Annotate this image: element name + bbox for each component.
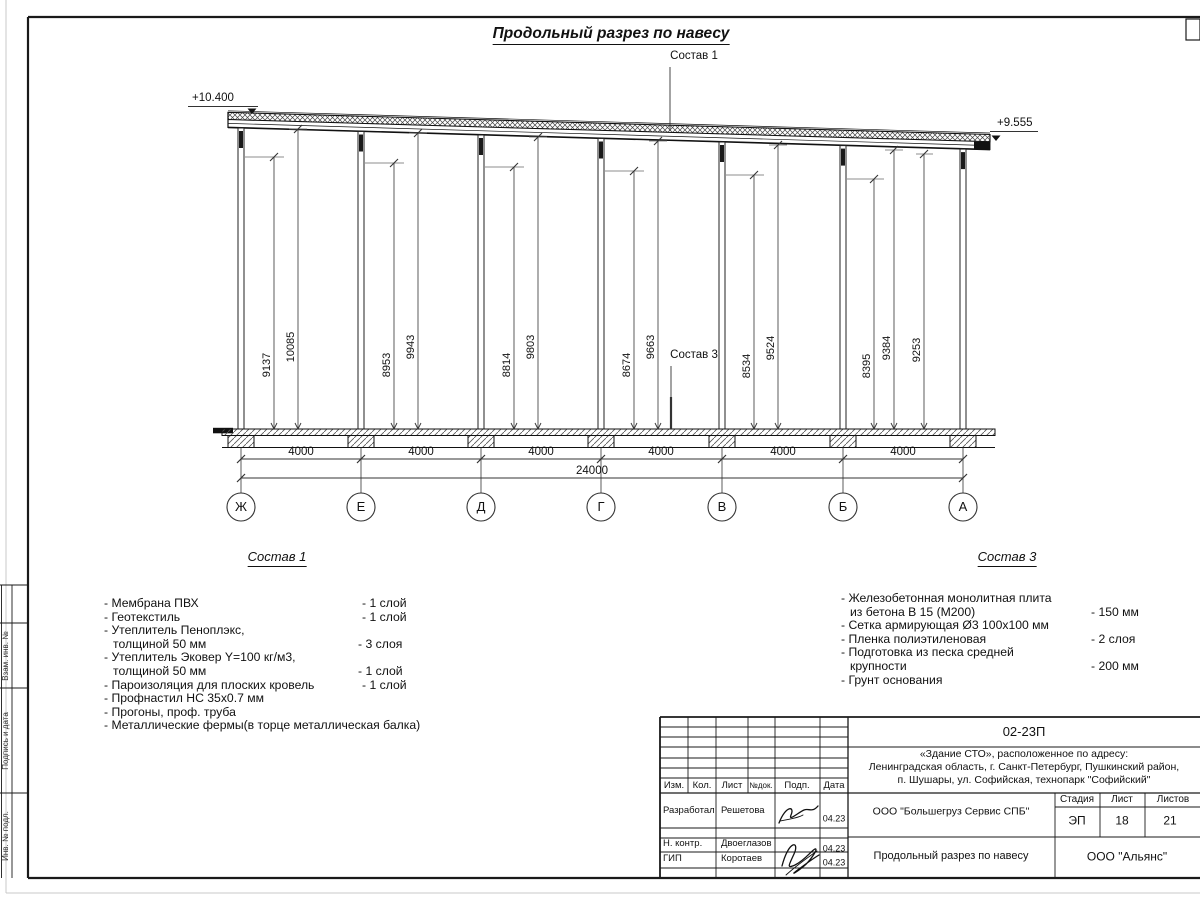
bay-dim-label: 4000 bbox=[770, 446, 796, 458]
vdim-label: 8814 bbox=[501, 352, 514, 378]
bay-dim-label: 4000 bbox=[288, 446, 314, 458]
vdim-label: 10085 bbox=[285, 331, 298, 363]
titleblock-date: 04.23 bbox=[822, 843, 846, 854]
spec-item: толщиной 50 мм bbox=[113, 636, 207, 651]
margin-stamp-vzam: Взам. инв. № bbox=[0, 631, 10, 681]
vdim-label: 8953 bbox=[381, 352, 394, 378]
titleblock-object-line1: «Здание СТО», расположенное по адресу: bbox=[919, 748, 1129, 760]
spec-item: - Подготовка из песка средней bbox=[841, 645, 1014, 660]
spec-qty: - 1 слой bbox=[358, 663, 403, 678]
spec-item: крупности bbox=[850, 658, 907, 673]
spec-qty: - 1 слой bbox=[362, 677, 407, 692]
spec-item: толщиной 50 мм bbox=[113, 663, 207, 678]
titleblock-role-razrabotal: Разработал bbox=[663, 805, 715, 816]
titleblock-name-korotaev: Коротаев bbox=[721, 853, 763, 864]
titleblock-name-dvoeglazov: Двоеглазов bbox=[721, 838, 772, 849]
axis-bubble-label: Е bbox=[356, 499, 366, 515]
titleblock-name-reshetova: Решетова bbox=[721, 805, 765, 816]
titleblock-sheet-value: 18 bbox=[1115, 813, 1129, 828]
spec-item: - Профнастил НС 35х0.7 мм bbox=[104, 691, 265, 706]
drawing-title: Продольный разрез по навесу bbox=[493, 26, 730, 45]
titleblock-doc-number: 02-23П bbox=[1002, 724, 1046, 740]
sostav1-list bbox=[104, 597, 484, 733]
axis-bubble-label: А bbox=[958, 499, 968, 515]
spec-item: - Сетка армирующая Ø3 100х100 мм bbox=[841, 618, 1049, 633]
bay-dim-label: 4000 bbox=[408, 446, 434, 458]
spec-item: - Пленка полиэтиленовая bbox=[841, 631, 987, 646]
axis-bubble-label: Г bbox=[597, 499, 605, 515]
roof-end-plate bbox=[974, 142, 990, 150]
titleblock-col-izm: Изм. bbox=[663, 780, 685, 792]
signature-korotaev bbox=[782, 845, 819, 873]
titleblock-org: ООО "Альянс" bbox=[1086, 849, 1168, 864]
spec-item: - Утеплитель Эковер Y=100 кг/м3, bbox=[104, 650, 296, 665]
margin-stamp-podpis: Подпись и дата bbox=[0, 712, 10, 770]
titleblock-col-podp: Подп. bbox=[784, 780, 810, 792]
spec-item: - Утеплитель Пеноплэкс, bbox=[104, 623, 245, 638]
sostav3-list bbox=[841, 592, 1196, 687]
spec-item: - Мембрана ПВХ bbox=[104, 596, 199, 610]
titleblock-col-ndok: №док. bbox=[749, 780, 773, 790]
vertical-dimensions bbox=[245, 125, 933, 429]
bay-dim-label: 4000 bbox=[648, 446, 674, 458]
titleblock-object-line2: Ленинградская область, г. Санкт-Петербург, Пушкинский район, bbox=[868, 761, 1180, 773]
signatures bbox=[779, 806, 819, 875]
spec-item: - Металлические фермы(в торце металлическая балка) bbox=[104, 718, 421, 733]
spec-qty: - 1 слой bbox=[362, 596, 407, 610]
spec-qty: - 150 мм bbox=[1091, 604, 1139, 619]
axis-bubble-label: Ж bbox=[234, 499, 248, 515]
spec-item: - Прогоны, проф. труба bbox=[104, 704, 236, 719]
roof-section bbox=[228, 111, 990, 150]
vdim-label: 9137 bbox=[261, 352, 274, 378]
titleblock-company: ООО "Большегруз Сервис СПБ" bbox=[872, 805, 1030, 818]
titleblock-col-data: Дата bbox=[823, 780, 845, 792]
spec-item: - Грунт основания bbox=[841, 672, 943, 687]
spec-qty: - 1 слой bbox=[362, 609, 407, 624]
spec-qty: - 2 слоя bbox=[1091, 631, 1136, 646]
titleblock-date: 04.23 bbox=[822, 813, 846, 824]
elevation-right-label: +9.555 bbox=[997, 117, 1033, 129]
titleblock-sheets-label: Листов bbox=[1156, 793, 1190, 805]
callout-sostav3-label: Состав 3 bbox=[670, 349, 718, 361]
titleblock-object-line3: п. Шушары, ул. Софийская, технопарк "Софийский" bbox=[897, 774, 1151, 786]
callout-sostav1-label: Состав 1 bbox=[670, 50, 718, 62]
spec-item: - Геотекстиль bbox=[104, 609, 181, 624]
elevation-left-label: +10.400 bbox=[192, 92, 234, 104]
total-dim-label: 24000 bbox=[576, 465, 608, 477]
spec-qty: - 200 мм bbox=[1091, 658, 1139, 673]
spec-qty: - 3 слоя bbox=[358, 636, 403, 651]
titleblock-role-gip: ГИП bbox=[663, 853, 682, 864]
axis-bubble-label: Б bbox=[838, 499, 848, 515]
titleblock-col-list: Лист bbox=[721, 780, 743, 792]
bay-dim-label: 4000 bbox=[528, 446, 554, 458]
margin-stamp-inv: Инв. № подл. bbox=[0, 811, 10, 861]
titleblock-col-kol: Кол. bbox=[692, 780, 712, 792]
callout-leaders bbox=[670, 67, 671, 429]
bay-dim-label: 4000 bbox=[890, 446, 916, 458]
vdim-label: 9663 bbox=[645, 334, 658, 360]
vdim-label: 9524 bbox=[765, 335, 778, 361]
level-mark-right bbox=[990, 132, 1038, 142]
titleblock-sheet-label: Лист bbox=[1111, 793, 1133, 805]
spec-item: - Пароизоляция для плоских кровель bbox=[104, 677, 315, 692]
spec-item: из бетона В 15 (М200) bbox=[850, 604, 976, 619]
vdim-label: 9384 bbox=[881, 335, 894, 361]
titleblock-sheets-value: 21 bbox=[1163, 813, 1177, 828]
vdim-label: 9253 bbox=[911, 337, 924, 363]
vdim-label: 8395 bbox=[861, 353, 874, 379]
axis-bubble-label: В bbox=[717, 499, 727, 515]
sostav1-title: Состав 1 bbox=[248, 550, 307, 567]
titleblock-stage-value: ЭП bbox=[1068, 813, 1086, 828]
ground-slab bbox=[213, 428, 995, 448]
vdim-label: 9803 bbox=[525, 334, 538, 360]
columns bbox=[238, 128, 966, 429]
vdim-label: 8674 bbox=[621, 352, 634, 378]
titleblock-sheet-title: Продольный разрез по навесу bbox=[873, 850, 1029, 863]
titleblock-stage-label: Стадия bbox=[1059, 793, 1095, 805]
vdim-label: 8534 bbox=[741, 353, 754, 379]
titleblock-date: 04.23 bbox=[822, 857, 846, 868]
sostav3-title: Состав 3 bbox=[978, 550, 1037, 567]
vdim-label: 9943 bbox=[405, 334, 418, 360]
spec-item: - Железобетонная монолитная плита bbox=[841, 591, 1052, 605]
titleblock-role-nkontr: Н. контр. bbox=[663, 838, 703, 849]
axis-bubble-label: Д bbox=[476, 499, 486, 515]
